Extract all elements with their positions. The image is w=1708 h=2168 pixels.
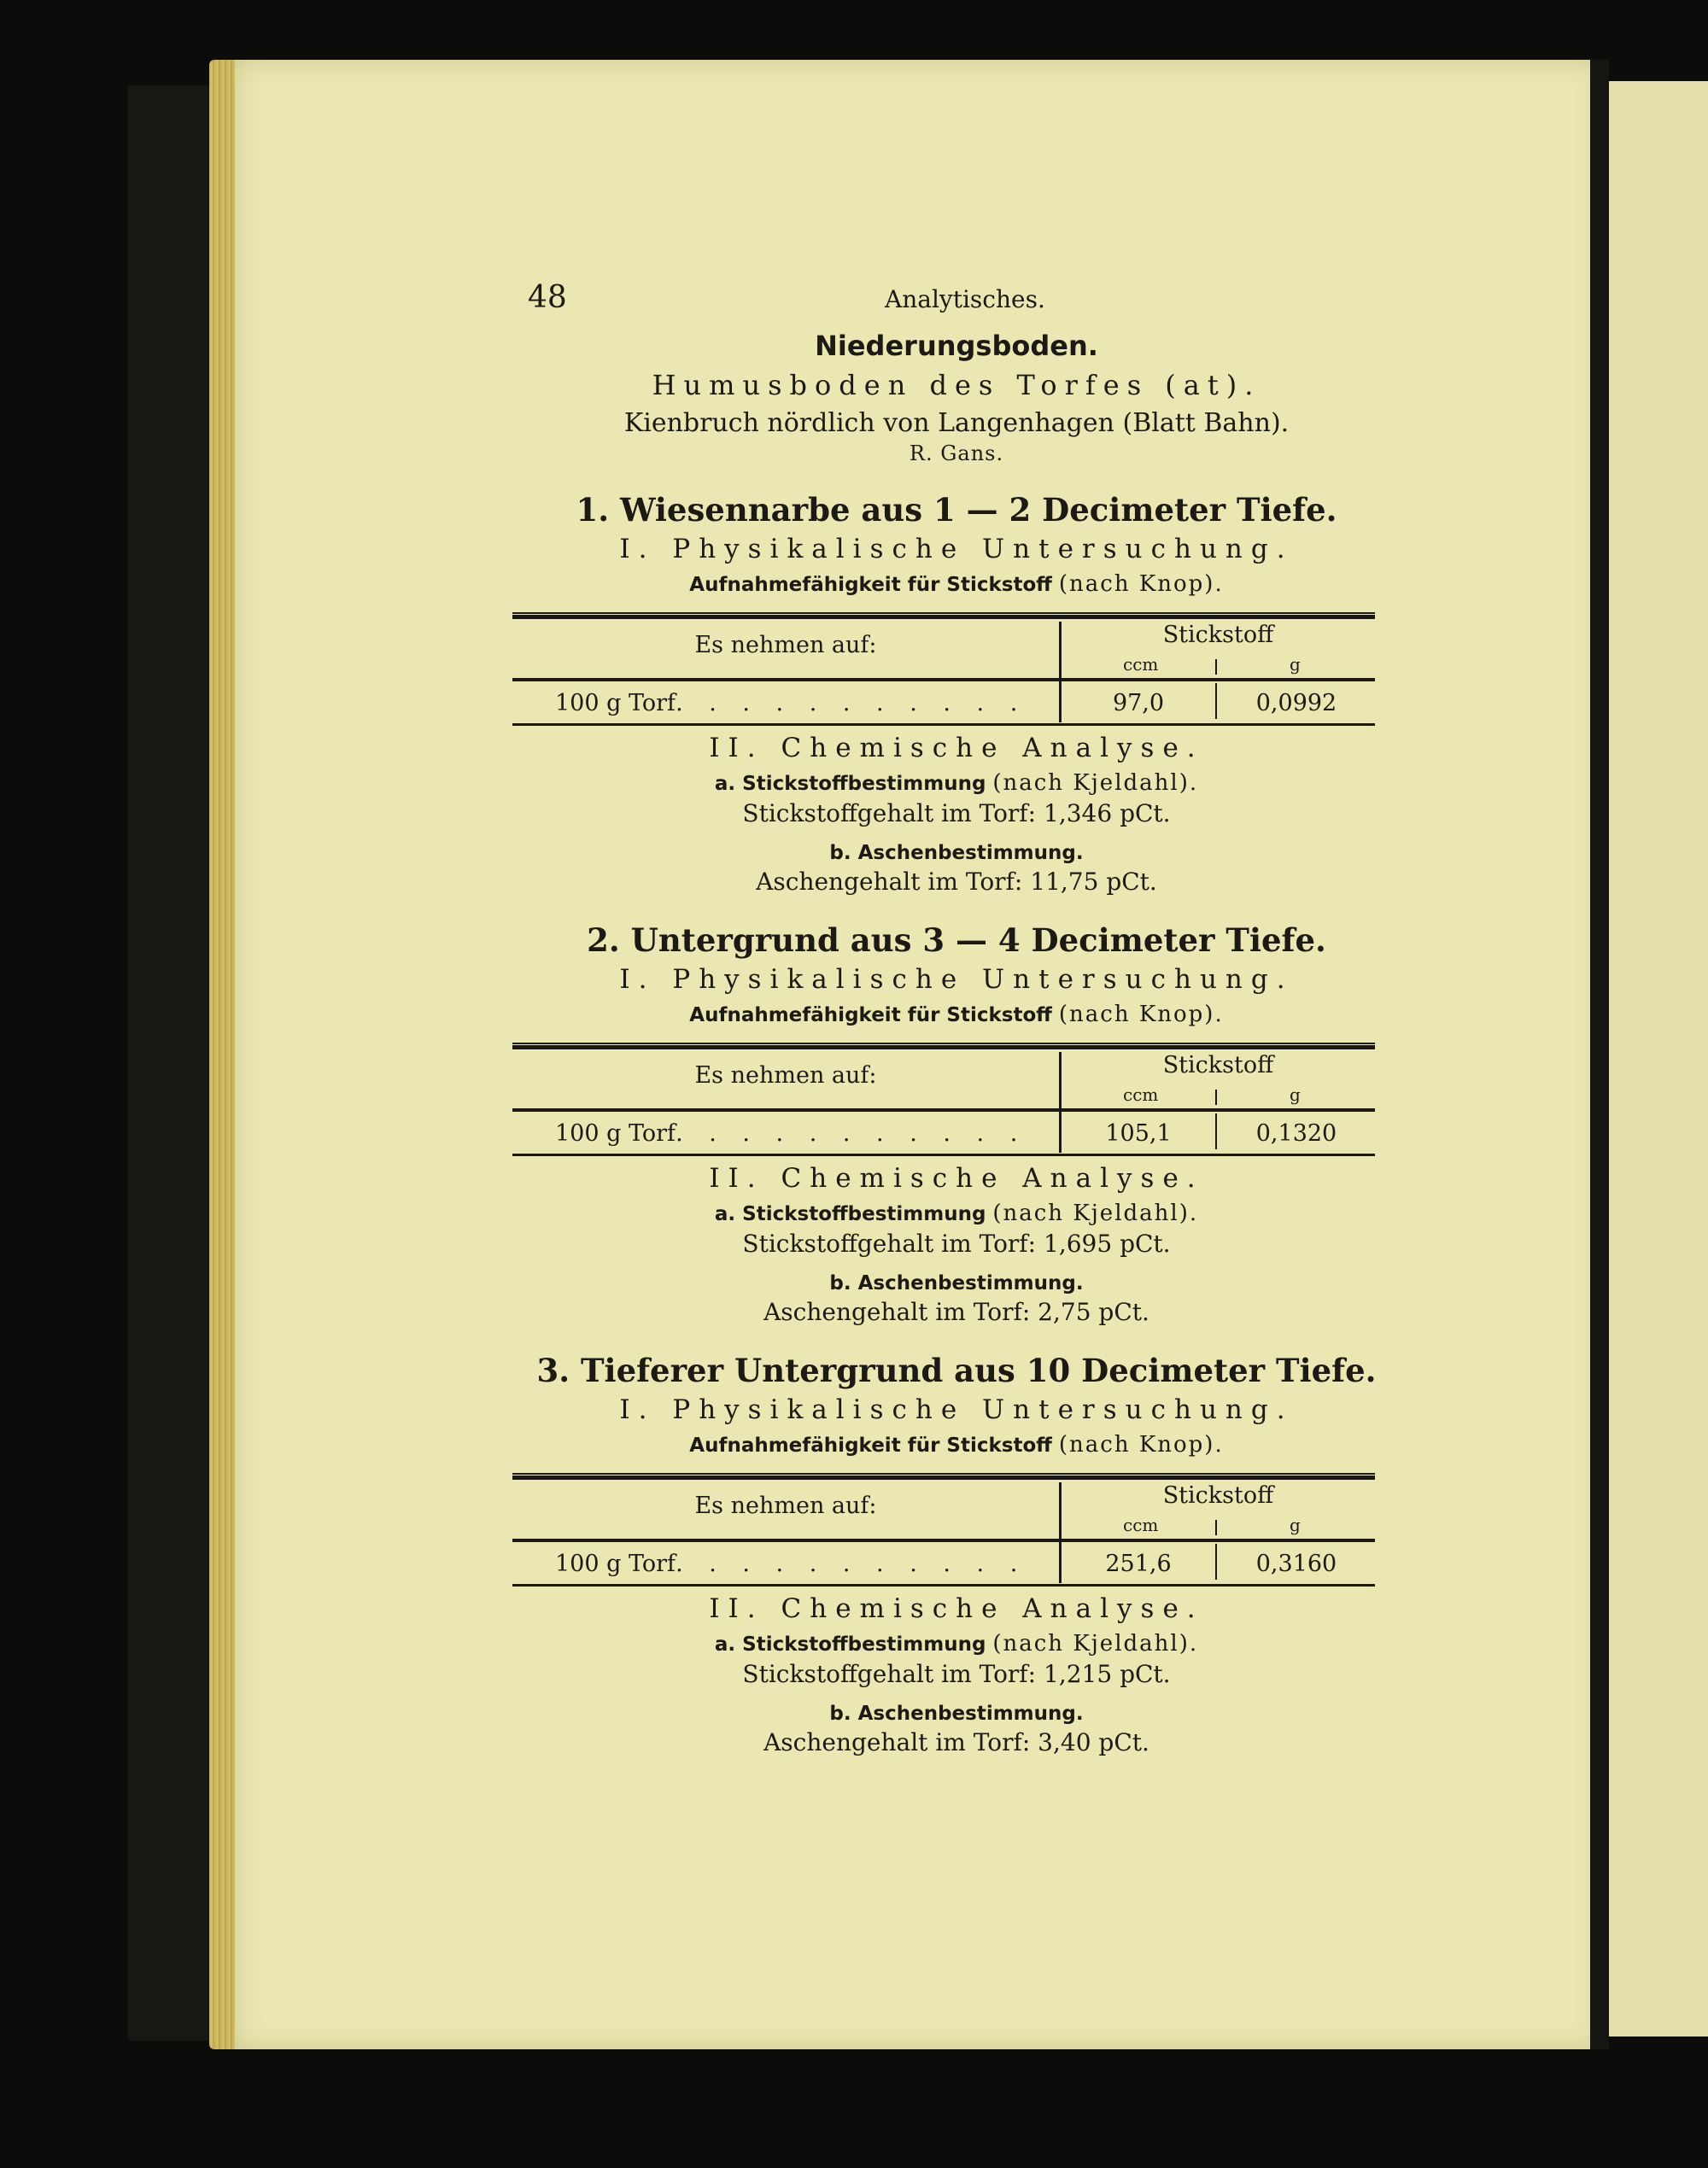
section-title: Niederungsboden.	[815, 330, 1098, 362]
nitrogen-label: a. Stickstoffbestimmung	[714, 1203, 986, 1225]
ash-label	[512, 1700, 1401, 1725]
sample-heading: 1. Wiesennarbe aus 1 — 2 Decimeter Tiefe.	[576, 491, 1337, 529]
column-header: Es nehmen auf:	[694, 1062, 877, 1089]
absorption-caption	[512, 1432, 1401, 1458]
table-rule	[512, 1539, 1375, 1542]
leader-dots: . . . . . . . . . . .	[676, 690, 1027, 716]
nitrogen-table	[512, 1473, 1375, 1587]
value-g: 0,1320	[1255, 1120, 1337, 1147]
table-rule	[512, 1154, 1375, 1156]
unit-label: ccm	[1123, 654, 1159, 675]
value-ccm: 97,0	[1112, 690, 1165, 716]
value-g: 0,0992	[1255, 690, 1337, 716]
row-label-text: 100 g Torf	[555, 690, 676, 716]
absorption-caption	[512, 571, 1401, 597]
value-ccm: 105,1	[1105, 1120, 1172, 1147]
column-divider	[1215, 1090, 1217, 1105]
column-header: Es nehmen auf:	[694, 1493, 877, 1519]
sample-heading: 2. Untergrund aus 3 — 4 Decimeter Tiefe.	[587, 921, 1326, 959]
value-ccm: 251,6	[1105, 1551, 1172, 1577]
table-rule	[512, 1108, 1375, 1112]
nitrogen-determination	[512, 1631, 1401, 1657]
chemical-analysis-title: II. Chemische Analyse.	[709, 1593, 1204, 1624]
absorption-label: Aufnahmefähigkeit für Stickstoff	[689, 574, 1052, 596]
column-header: Es nehmen auf:	[694, 632, 877, 658]
column-divider	[1215, 1544, 1217, 1580]
absorption-method: (nach Knop).	[1058, 571, 1224, 597]
sample-heading: 3. Tieferer Untergrund aus 10 Decimeter Tiefe.	[536, 1352, 1377, 1389]
nitrogen-table	[512, 612, 1375, 726]
leader-dots: . . . . . . . . . . .	[676, 1551, 1027, 1577]
book-gutter	[1590, 60, 1609, 2049]
physical-analysis-title: I. Physikalische Untersuchung.	[619, 534, 1294, 564]
column-divider	[1215, 1520, 1217, 1535]
running-title: Analytisches.	[885, 285, 1045, 313]
unit-label: ccm	[1123, 1515, 1159, 1535]
sample-block	[512, 491, 1401, 896]
ash-label-text: b. Aschenbestimmung.	[829, 842, 1084, 864]
author: R. Gans.	[909, 441, 1004, 465]
nitrogen-result: Stickstoffgehalt im Torf: 1,215 pCt.	[742, 1660, 1171, 1688]
column-header: Stickstoff	[1162, 1482, 1274, 1509]
nitrogen-label: a. Stickstoffbestimmung	[714, 1633, 986, 1656]
unit-label: ccm	[1123, 1084, 1159, 1105]
nitrogen-determination	[512, 770, 1401, 796]
nitrogen-result: Stickstoffgehalt im Torf: 1,346 pCt.	[742, 799, 1171, 827]
page-header	[512, 273, 1401, 324]
chemical-analysis-title: II. Chemische Analyse.	[709, 733, 1204, 763]
physical-analysis-title: I. Physikalische Untersuchung.	[619, 964, 1294, 995]
nitrogen-method: (nach Kjeldahl).	[992, 770, 1199, 796]
page-number: 48	[528, 280, 567, 315]
physical-analysis-title: I. Physikalische Untersuchung.	[619, 1394, 1294, 1425]
absorption-method: (nach Knop).	[1058, 1432, 1224, 1458]
row-label	[555, 1120, 1027, 1147]
sample-block	[512, 921, 1401, 1326]
column-divider	[1215, 683, 1217, 719]
ash-label	[512, 1270, 1401, 1294]
nitrogen-label: a. Stickstoffbestimmung	[714, 773, 986, 795]
table-rule	[512, 1477, 1375, 1480]
nitrogen-method: (nach Kjeldahl).	[992, 1631, 1199, 1657]
unit-label: g	[1290, 1084, 1301, 1105]
table-rule	[512, 678, 1375, 681]
table-rule	[512, 1047, 1375, 1049]
nitrogen-method: (nach Kjeldahl).	[992, 1201, 1199, 1226]
row-label-text: 100 g Torf	[555, 1551, 676, 1577]
value-g: 0,3160	[1255, 1551, 1337, 1577]
soil-type: Humusboden des Torfes (at).	[652, 369, 1261, 401]
row-label-text: 100 g Torf	[555, 1120, 676, 1147]
table-rule	[512, 723, 1375, 726]
absorption-caption	[512, 1002, 1401, 1027]
ash-label-text: b. Aschenbestimmung.	[829, 1703, 1084, 1725]
table-rule	[512, 617, 1375, 619]
ash-result: Aschengehalt im Torf: 11,75 pCt.	[756, 868, 1157, 896]
nitrogen-determination	[512, 1201, 1401, 1226]
leader-dots: . . . . . . . . . . .	[676, 1120, 1027, 1147]
row-label	[555, 690, 1027, 716]
unit-label: g	[1290, 1515, 1301, 1535]
absorption-label: Aufnahmefähigkeit für Stickstoff	[689, 1004, 1052, 1026]
column-header: Stickstoff	[1162, 1052, 1274, 1078]
absorption-label: Aufnahmefähigkeit für Stickstoff	[689, 1435, 1052, 1457]
row-label	[555, 1551, 1027, 1577]
sample-block	[512, 1352, 1401, 1756]
column-header: Stickstoff	[1162, 622, 1274, 648]
facing-page	[1609, 81, 1708, 2037]
ash-label-text: b. Aschenbestimmung.	[829, 1272, 1084, 1294]
column-divider	[1215, 1113, 1217, 1149]
nitrogen-table	[512, 1043, 1375, 1156]
ash-result: Aschengehalt im Torf: 3,40 pCt.	[763, 1728, 1149, 1756]
location: Kienbruch nördlich von Langenhagen (Blatt Bahn).	[623, 408, 1290, 438]
ash-label	[512, 839, 1401, 864]
column-divider	[1215, 659, 1217, 675]
ash-result: Aschengehalt im Torf: 2,75 pCt.	[763, 1298, 1149, 1326]
absorption-method: (nach Knop).	[1058, 1002, 1224, 1027]
chemical-analysis-title: II. Chemische Analyse.	[709, 1163, 1204, 1194]
page-content	[512, 273, 1401, 1756]
nitrogen-result: Stickstoffgehalt im Torf: 1,695 pCt.	[742, 1230, 1171, 1258]
book-cover	[128, 85, 222, 2041]
table-rule	[512, 1584, 1375, 1587]
unit-label: g	[1290, 654, 1301, 675]
